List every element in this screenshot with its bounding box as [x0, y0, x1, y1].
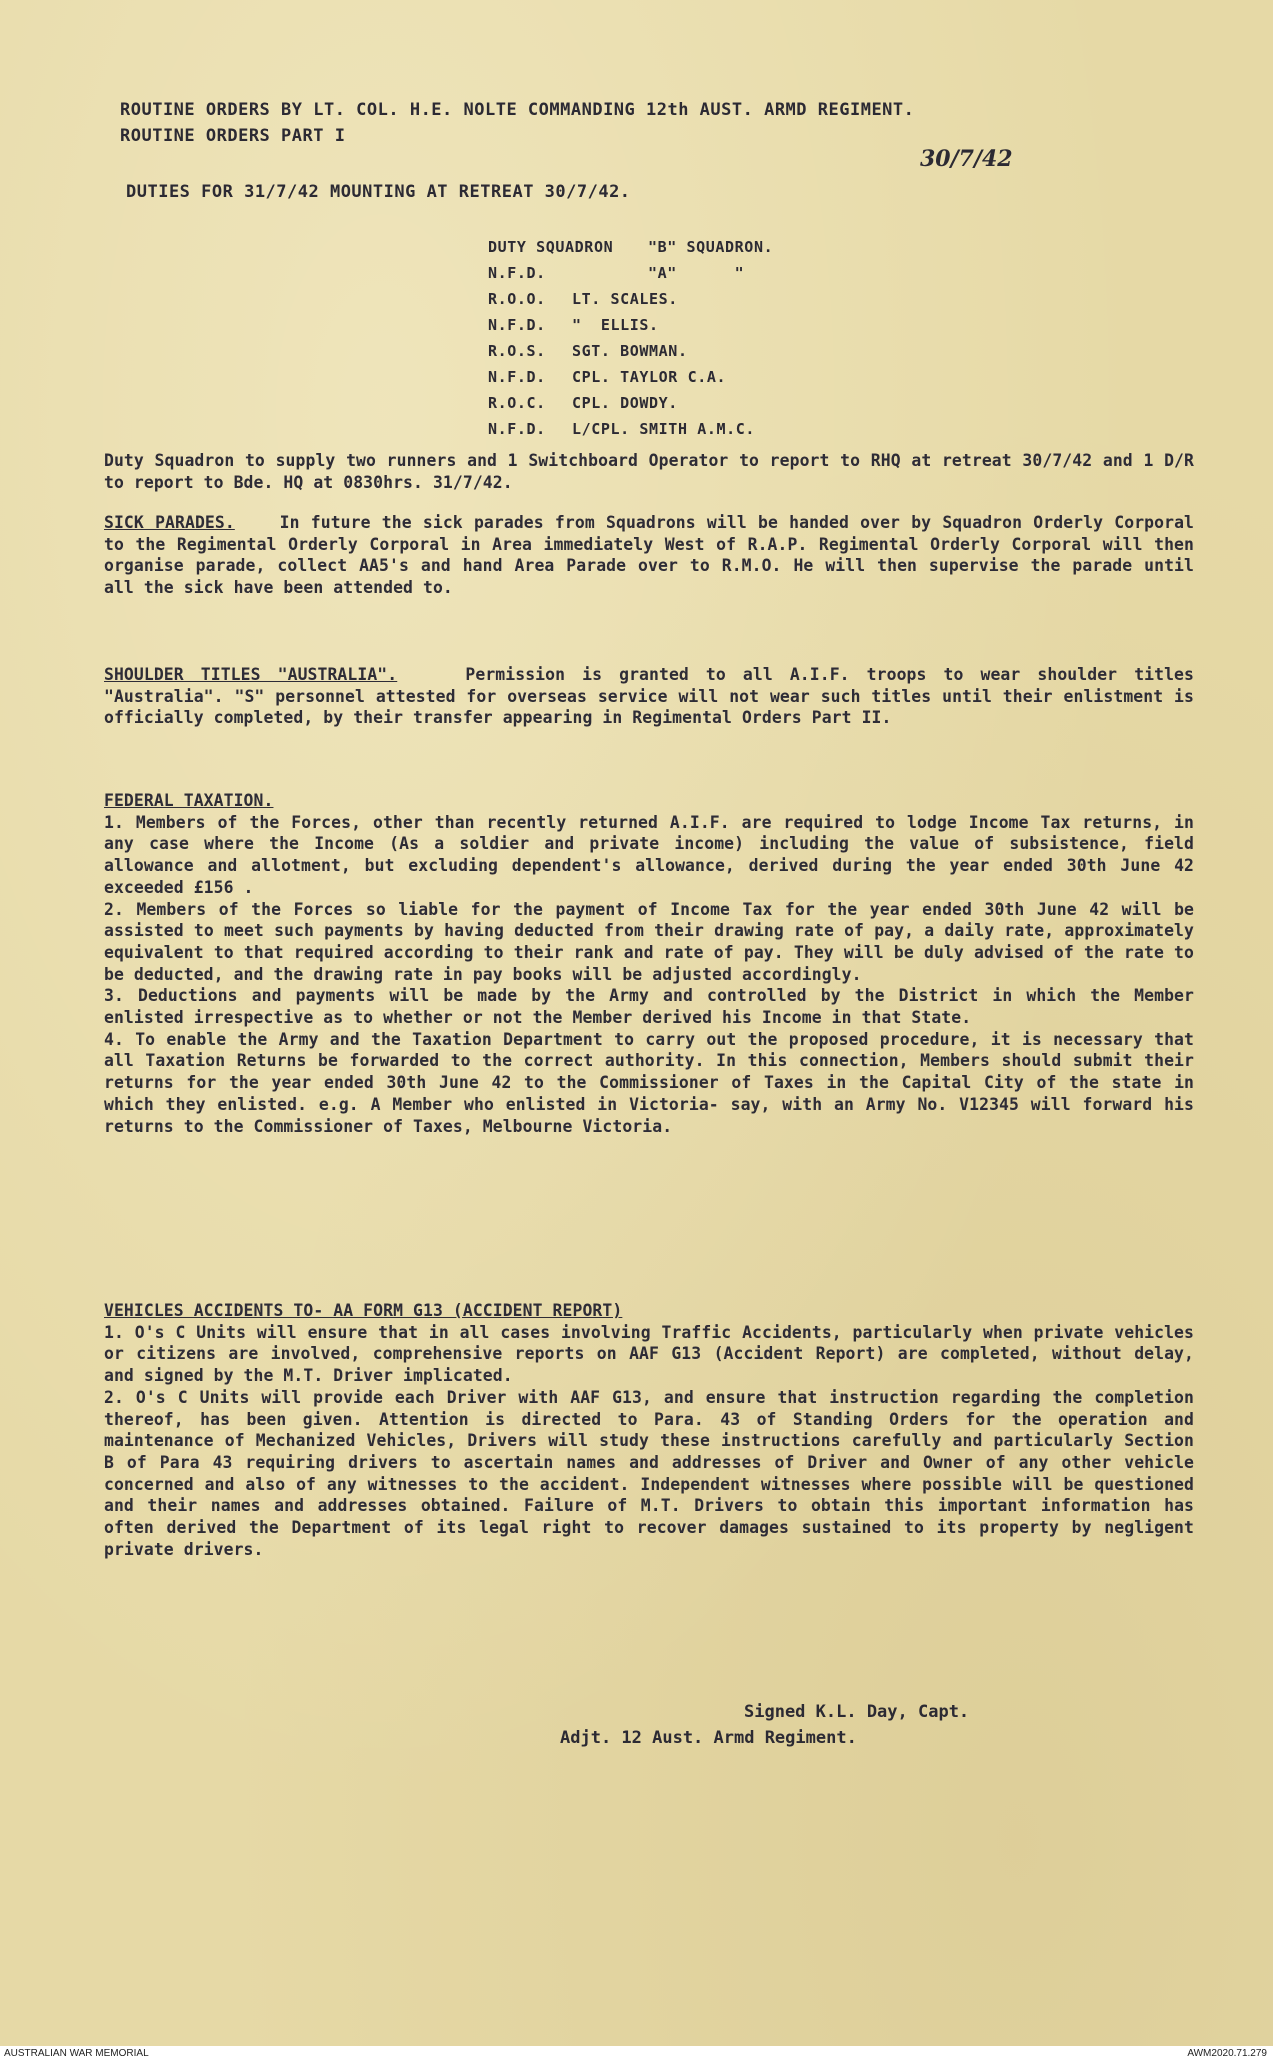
footer-left-label: AUSTRALIAN WAR MEMORIAL — [4, 2048, 149, 2059]
taxation-para-4: 4. To enable the Army and the Taxation Department to carry out the proposed procedure, it is necessary that all Taxation Returns be forwarded to the correct authority. In this connection, Members should submit their returns for the year ended 30th June 42 to the Commissioner of Taxes in the Capital City of the state in which they enlisted. e.g. A Member who enlisted in Victoria- say, with an Army No. V12345 will forward his returns to the Commissioner of Taxes, Melbourne Victoria. — [104, 1029, 1194, 1136]
section-heading: SHOULDER TITLES "AUSTRALIA". — [104, 665, 398, 684]
section-text: In future the sick parades from Squadrons will be handed over by Squadron Orderly Corporal to the Regimental Orderly Corporal in Area immediately West of R.A.P. Regimental Orderly Corporal will then organise parade, collect AA5's and hand Area Parade over to R.M.O. He will then supervise the parade until all the sick have been attended to. — [104, 513, 1195, 598]
section-shoulder-titles — [104, 664, 1194, 729]
roster-row — [488, 316, 782, 334]
vehicles-para-2: 2. O's C Units will provide each Driver with AAF G13, and ensure that instruction regarding the completion thereof, has been given. Attention is directed to Para. 43 of Standing Orders for the operation and maintenance of Mechanized Vehicles, Drivers will study these instructions carefully and particularly Section B of Para 43 requiring drivers to ascertain names and addresses of Driver and Owner of any other vehicle concerned and also of any witnesses to the accident. Independent witnesses where possible will be questioned and their names and addresses obtained. Failure of M.T. Drivers to obtain this important information has often derived the Department of its legal right to recover damages sustained to its property by negligent private drivers. — [104, 1387, 1194, 1559]
section-federal-taxation — [104, 790, 1194, 1137]
roster-role: R.O.O. — [488, 290, 546, 308]
roster-role: DUTY SQUADRON — [488, 238, 614, 256]
section-vehicle-accidents — [104, 1300, 1194, 1560]
section-sick-parades — [104, 512, 1194, 599]
roster-name: LT. SCALES. — [572, 290, 678, 308]
roster-row — [488, 238, 858, 256]
signature-line-1: Signed K.L. Day, Capt. — [744, 1702, 970, 1722]
section-text: Permission is granted to all A.I.F. troops to wear shoulder titles "Australia". "S" personnel attested for overseas service will not wear such titles until their enlistment is officially completed, by their transfer appearing in Regimental Orders Part II. — [104, 665, 1194, 728]
roster-row — [488, 264, 858, 282]
roster-row — [488, 394, 782, 412]
roster-row — [488, 342, 782, 360]
roster-name: " ELLIS. — [572, 316, 659, 334]
roster-name: SGT. BOWMAN. — [572, 342, 688, 360]
signature-line-2: Adjt. 12 Aust. Armd Regiment. — [560, 1728, 857, 1748]
footer-right-label: AWM2020.71.279 — [1187, 2048, 1267, 2059]
roster-name: L/CPL. SMITH A.M.C. — [572, 420, 755, 438]
roster-row — [488, 420, 782, 438]
duty-note: Duty Squadron to supply two runners and 1 Switchboard Operator to report to RHQ at retreat 30/7/42 and 1 D/R to report to Bde. HQ at 0830hrs. 31/7/42. — [104, 451, 1194, 492]
roster-role: N.F.D. — [488, 316, 546, 334]
roster-role: N.F.D. — [488, 420, 546, 438]
vehicles-para-1: 1. O's C Units will ensure that in all cases involving Traffic Accidents, particularly when private vehicles or citizens are involved, comprehensive reports on AAF G13 (Accident Report) are completed, without delay, and signed by the M.T. Driver implicated. — [104, 1322, 1194, 1386]
taxation-para-2: 2. Members of the Forces so liable for the payment of Income Tax for the year ended 30th June 42 will be assisted to meet such payments by having deducted from their drawing rate of pay, a daily rate, approximately equivalent to that required according to their rank and rate of pay. They will be duly advised of the rate to be deducted, and the drawing rate in pay books will be adjusted accordingly. — [104, 899, 1194, 984]
section-heading: FEDERAL TAXATION. — [104, 791, 274, 810]
roster-name: "B" SQUADRON. — [648, 238, 774, 256]
roster-row — [488, 290, 782, 308]
roster-role: N.F.D. — [488, 264, 546, 282]
taxation-para-3: 3. Deductions and payments will be made by the Army and controlled by the District in which the Member enlisted irrespective as to whether or not the Member derived his Income in that State. — [104, 986, 1194, 1028]
section-heading: SICK PARADES. — [104, 513, 235, 532]
roster-role: R.O.S. — [488, 342, 546, 360]
roster-name: CPL. DOWDY. — [572, 394, 678, 412]
roster-role: R.O.C. — [488, 394, 546, 412]
archive-footer — [0, 2046, 1273, 2061]
roster-name: "A" " — [648, 264, 745, 282]
roster-row — [488, 368, 782, 386]
roster-name: CPL. TAYLOR C.A. — [572, 368, 727, 386]
header-line-1: ROUTINE ORDERS BY LT. COL. H.E. NOLTE COMMANDING 12th AUST. ARMD REGIMENT. — [120, 100, 915, 120]
section-heading: VEHICLES ACCIDENTS TO- AA FORM G13 (ACCIDENT REPORT) — [104, 1301, 623, 1320]
taxation-para-1: 1. Members of the Forces, other than recently returned A.I.F. are required to lodge Income Tax returns, in any case where the Income (As a soldier and private income) including the value of subsistence, field allowance and allotment, but excluding dependent's allowance, derived during the year ended 30th June 42 exceeded £156 . — [104, 812, 1194, 897]
roster-role: N.F.D. — [488, 368, 546, 386]
header-line-2: ROUTINE ORDERS PART I — [120, 126, 346, 146]
header-date: 30/7/42 — [920, 146, 1013, 172]
duties-title: DUTIES FOR 31/7/42 MOUNTING AT RETREAT 30/7/42. — [126, 182, 631, 202]
